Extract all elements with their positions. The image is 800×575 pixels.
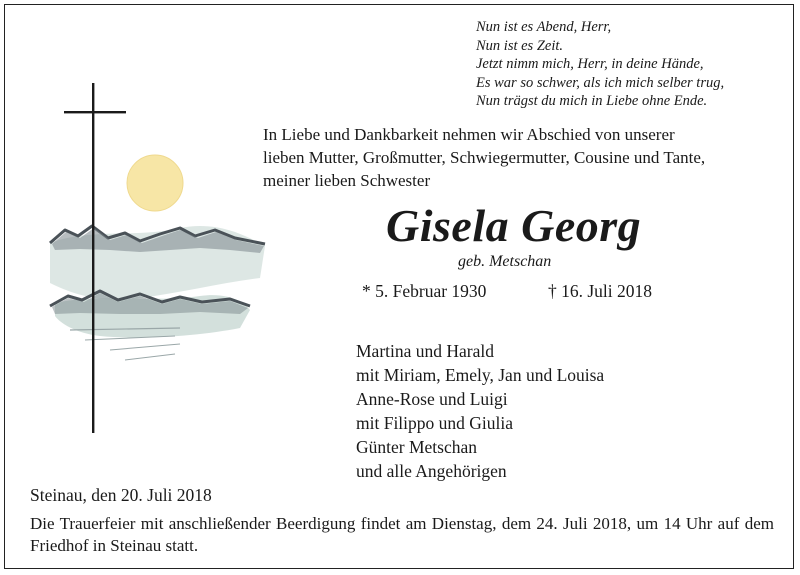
cross-landscape-illustration — [30, 78, 270, 438]
cross-beam — [64, 111, 126, 113]
sun-icon — [127, 155, 183, 211]
birth-date: * 5. Februar 1930 — [362, 281, 487, 301]
birth-name: geb. Metschan — [458, 253, 552, 270]
place-date: Steinau, den 20. Juli 2018 — [30, 485, 212, 505]
mourner-line: Anne-Rose und Luigi — [356, 389, 508, 409]
poem-line: Nun ist es Zeit. — [476, 37, 564, 54]
mourner-line: mit Miriam, Emely, Jan und Louisa — [356, 364, 605, 385]
poem-line: Jetzt nimm mich, Herr, in deine Hände, — [476, 56, 704, 72]
funeral-announcement: Die Trauerfeier mit anschließender Beerdigung findet am Dienstag, dem 24. Juli 2018, um 14 Uhr auf dem Friedhof in Steinau statt. — [30, 514, 774, 555]
poem-line: Nun trägst du mich in Liebe ohne Ende. — [476, 93, 708, 109]
mourner-line: Martina und Harald — [356, 341, 495, 361]
mourners-list — [356, 340, 604, 483]
mourner-line: mit Filippo und Giulia — [356, 412, 514, 433]
poem-line: Nun ist es Abend, Herr, — [476, 19, 612, 35]
water-stroke — [125, 354, 175, 360]
intro-line: In Liebe und Dankbarkeit nehmen wir Abschied von unserer — [263, 125, 675, 144]
poem-verse — [476, 18, 724, 111]
deceased-name: Gisela Georg — [386, 200, 642, 251]
intro-line: meiner lieben Schwester — [263, 171, 431, 190]
mourner-line: und alle Angehörigen — [356, 460, 507, 481]
mourner-line: Günter Metschan — [356, 437, 478, 457]
poem-line: Es war so schwer, als ich mich selber trug, — [476, 74, 725, 91]
cross-icon — [92, 83, 94, 433]
farewell-intro — [263, 123, 705, 192]
death-date: † 16. Juli 2018 — [548, 281, 653, 301]
water-stroke — [110, 344, 180, 350]
intro-line: lieben Mutter, Großmutter, Schwiegermutter, Cousine und Tante, — [263, 148, 706, 167]
